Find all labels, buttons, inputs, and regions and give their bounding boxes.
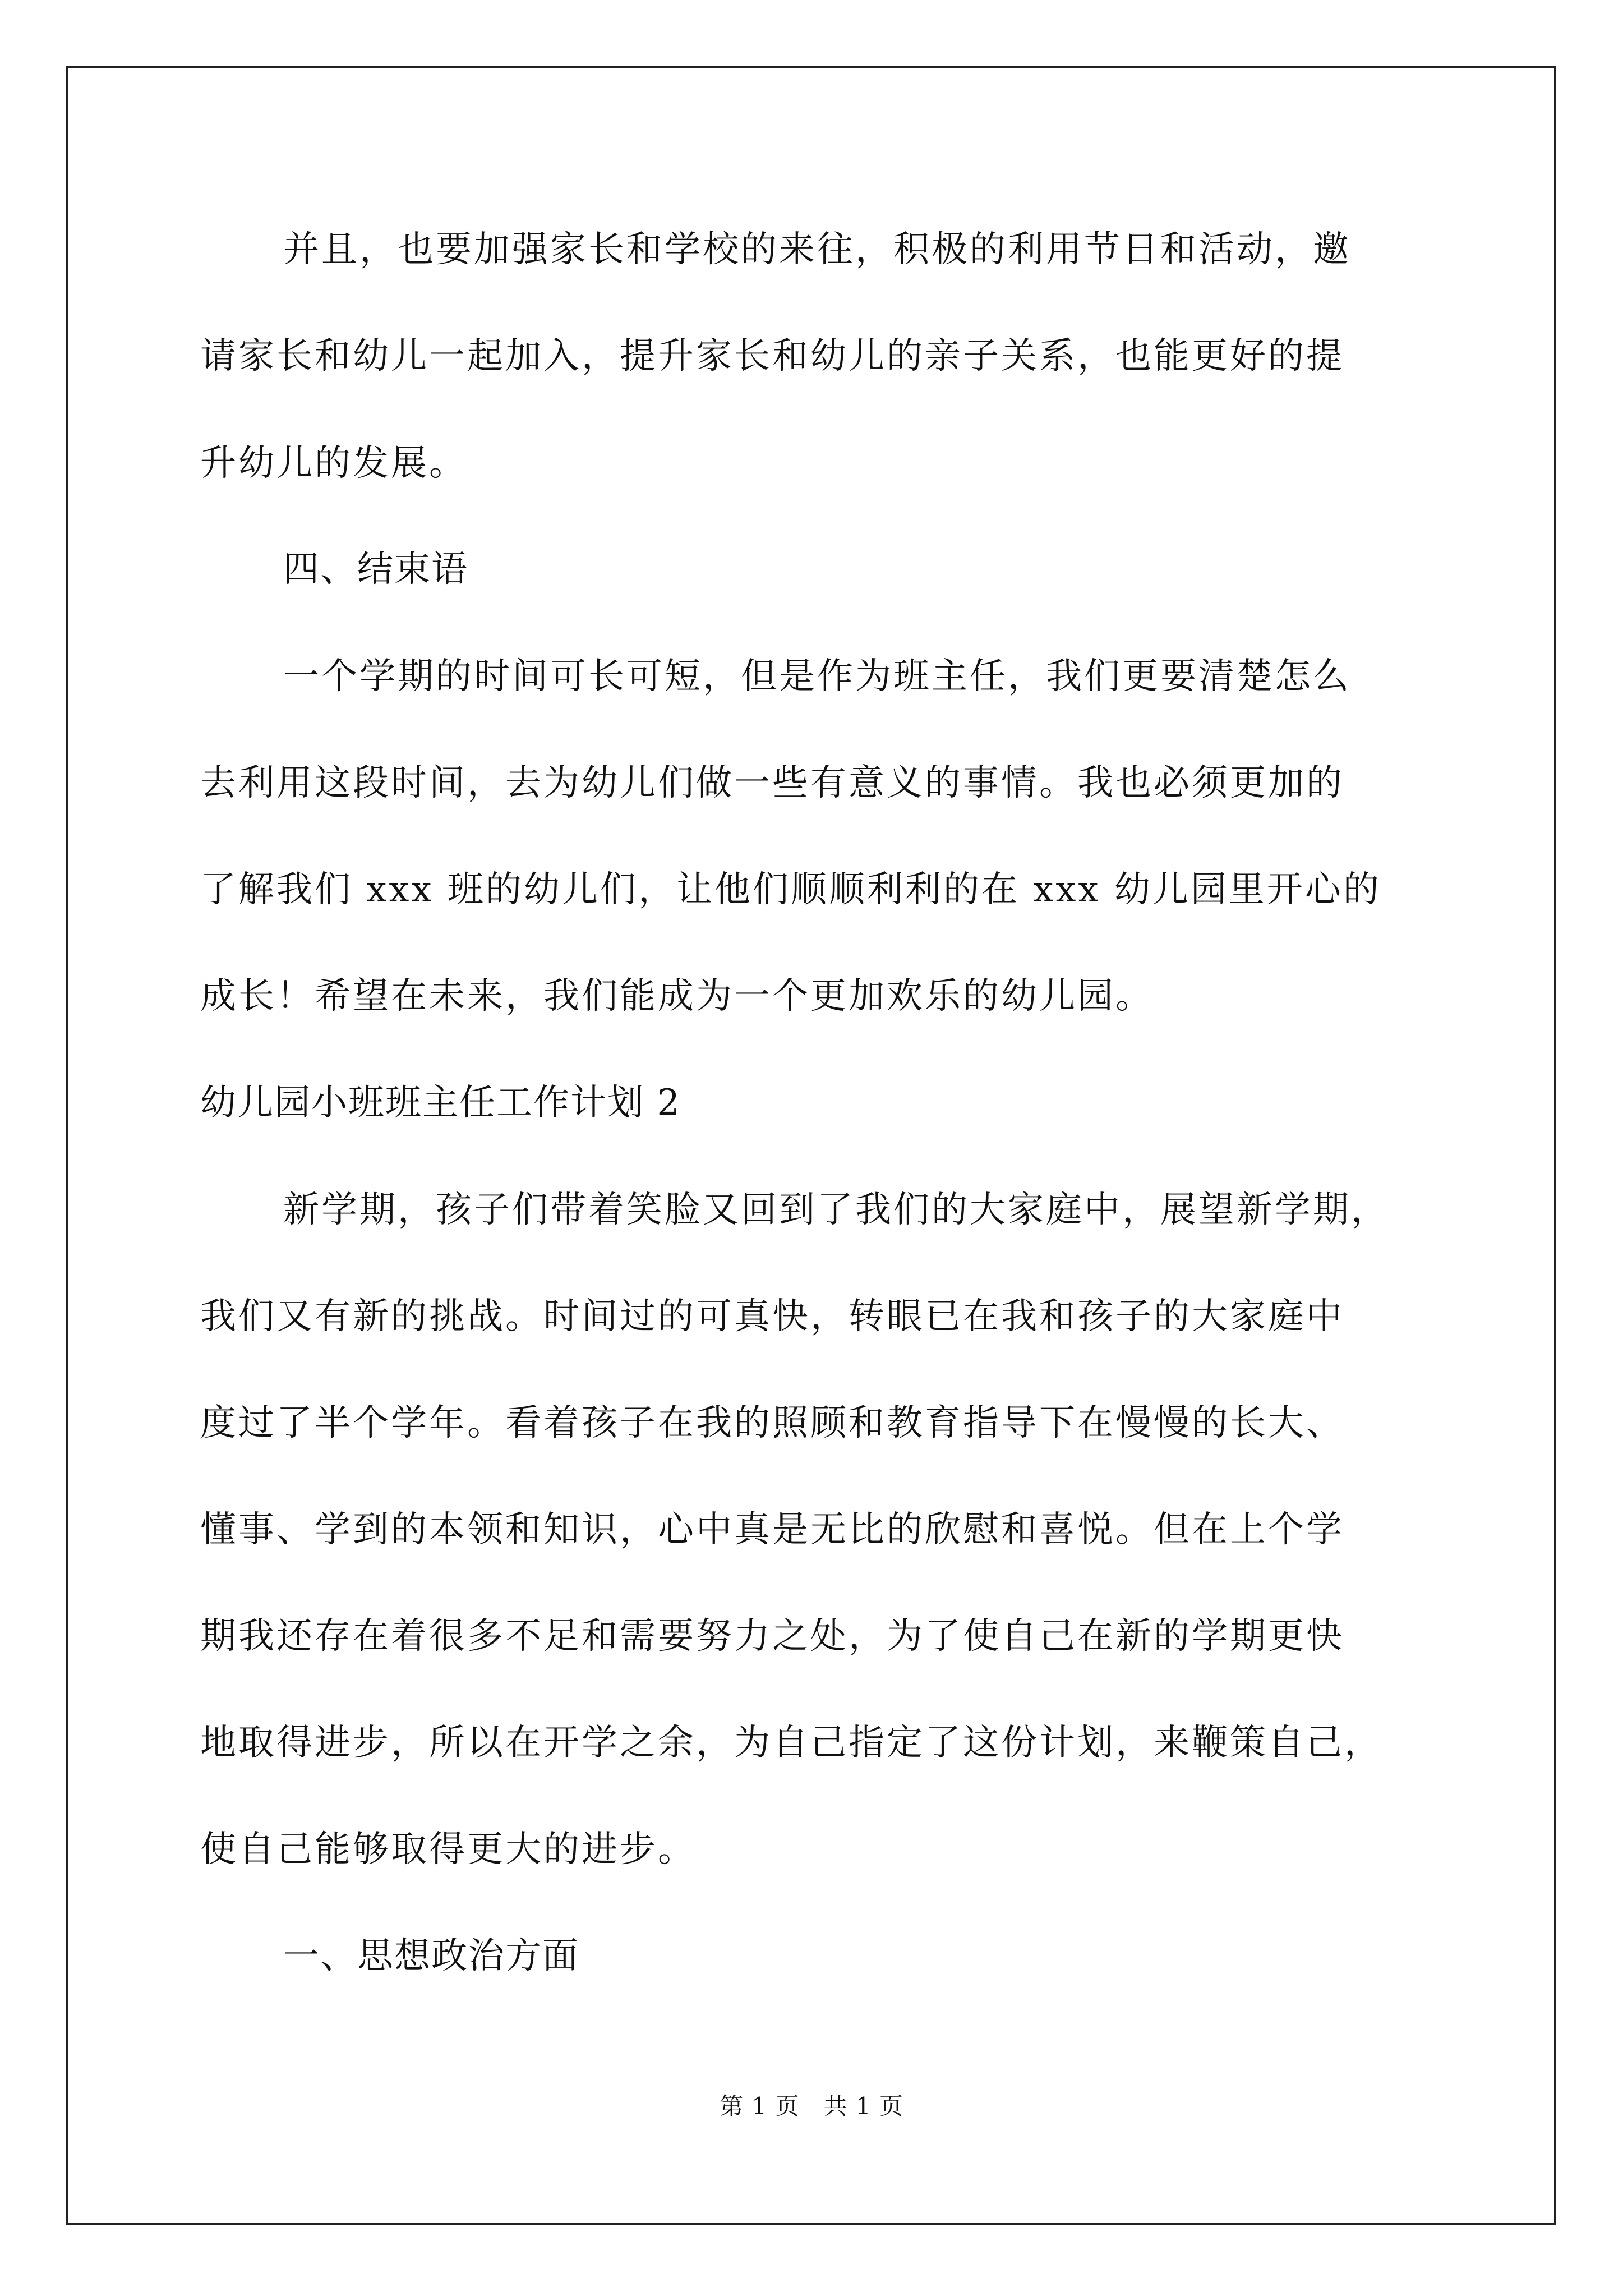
paragraph-line: 一个学期的时间可长可短，但是作为班主任，我们更要清楚怎么 <box>283 656 1351 697</box>
paragraph-line: 去利用这段时间，去为幼儿们做一些有意义的事情。我也必须更加的 <box>200 762 1344 804</box>
paragraph-line: 懂事、学到的本领和知识，心中真是无比的欣慰和喜悦。但在上个学 <box>200 1509 1344 1550</box>
paragraph-line: 度过了半个学年。看着孩子在我的照顾和教育指导下在慢慢的长大、 <box>200 1402 1344 1444</box>
paragraph-line: 了解我们 xxx 班的幼儿们，让他们顺顺利利的在 xxx 幼儿园里开心的 <box>200 869 1381 910</box>
section-heading: 四、结束语 <box>283 549 468 590</box>
paragraph-line: 新学期，孩子们带着笑脸又回到了我们的大家庭中，展望新学期， <box>283 1189 1389 1231</box>
paragraph-line: 并且，也要加强家长和学校的来往，积极的利用节日和活动，邀 <box>283 229 1351 270</box>
page-number-footer: 第 1 页 共 1 页 <box>720 2092 903 2120</box>
paragraph-line: 请家长和幼儿一起加入，提升家长和幼儿的亲子关系，也能更好的提 <box>200 335 1344 377</box>
paragraph-line: 升幼儿的发展。 <box>200 443 467 484</box>
page-border <box>66 66 1556 2225</box>
paragraph-line: 地取得进步，所以在开学之余，为自己指定了这份计划，来鞭策自己， <box>200 1722 1382 1764</box>
paragraph-line: 我们又有新的挑战。时间过的可真快，转眼已在我和孩子的大家庭中 <box>200 1296 1344 1337</box>
section-heading: 一、思想政治方面 <box>283 1935 579 1977</box>
document-title: 幼儿园小班班主任工作计划 2 <box>200 1082 681 1124</box>
paragraph-line: 期我还存在着很多不足和需要努力之处，为了使自己在新的学期更快 <box>200 1616 1344 1657</box>
paragraph-line: 使自己能够取得更大的进步。 <box>200 1829 696 1870</box>
paragraph-line: 成长！希望在未来，我们能成为一个更加欢乐的幼儿园。 <box>200 976 1154 1017</box>
